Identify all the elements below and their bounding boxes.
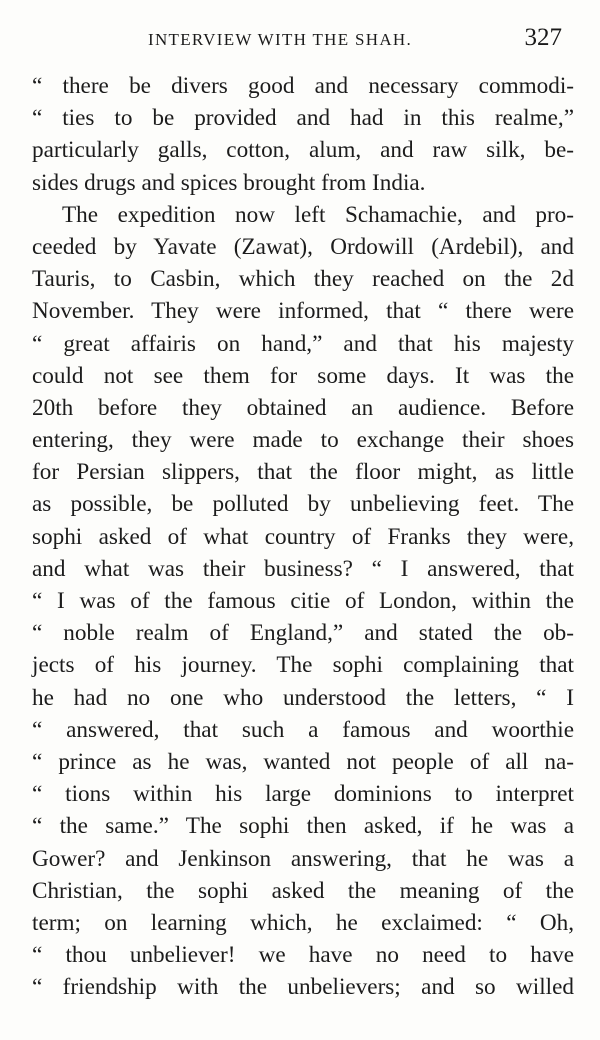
text-line: “ thou unbeliever! we have no need to have xyxy=(32,942,574,969)
text-line: “ friendship with the unbelievers; and so willed xyxy=(32,974,574,1001)
text-line: The expedition now left Schamachie, and pro- xyxy=(62,201,574,228)
text-line: as possible, be polluted by unbelieving feet. The xyxy=(32,491,574,518)
running-title: INTERVIEW WITH THE SHAH. xyxy=(148,30,413,49)
text-line: and what was their business? “ I answered, that xyxy=(32,555,574,582)
text-line: jects of his journey. The sophi complaining that xyxy=(32,652,574,679)
text-line: particularly galls, cotton, alum, and raw silk, be- xyxy=(32,137,574,164)
text-line: ceeded by Yavate (Zawat), Ordowill (Ardebil), and xyxy=(32,233,574,260)
running-head xyxy=(30,24,570,54)
text-line: “ prince as he was, wanted not people of all na- xyxy=(32,748,574,775)
text-line: “ answered, that such a famous and woorthie xyxy=(32,716,574,743)
text-line: “ ties to be provided and had in this realme,” xyxy=(32,105,574,132)
text-line: sophi asked of what country of Franks they were, xyxy=(32,523,574,550)
text-line: Tauris, to Casbin, which they reached on the 2d xyxy=(32,266,574,293)
text-line: “ I was of the famous citie of London, within the xyxy=(32,588,574,614)
text-line: “ great affairis on hand,” and that his majesty xyxy=(32,330,574,357)
text-line: “ tions within his large dominions to interpret xyxy=(32,781,574,808)
text-line: November. They were informed, that “ there were xyxy=(32,298,574,325)
text-line: Gower? and Jenkinson answering, that he was a xyxy=(32,845,574,872)
text-line: sides drugs and spices brought from India. xyxy=(32,169,426,196)
text-line: term; on learning which, he exclaimed: “ Oh, xyxy=(32,909,574,936)
text-line: 20th before they obtained an audience. Before xyxy=(32,394,574,421)
text-line: for Persian slippers, that the floor might, as little xyxy=(32,459,574,486)
text-line: Christian, the sophi asked the meaning of the xyxy=(32,877,574,904)
text-line: “ the same.” The sophi then asked, if he was a xyxy=(32,813,574,840)
page-number: 327 xyxy=(524,24,562,51)
text-line: he had no one who understood the letters, “ I xyxy=(32,684,574,711)
text-line: could not see them for some days. It was the xyxy=(32,362,574,389)
text-line: “ there be divers good and necessary commodi- xyxy=(32,73,574,99)
text-body xyxy=(32,70,574,1003)
text-line: entering, they were made to exchange their shoes xyxy=(32,427,574,454)
paragraph-2 xyxy=(32,199,574,1004)
text-line: “ noble realm of England,” and stated the ob- xyxy=(32,620,574,647)
paragraph-1 xyxy=(32,70,574,199)
